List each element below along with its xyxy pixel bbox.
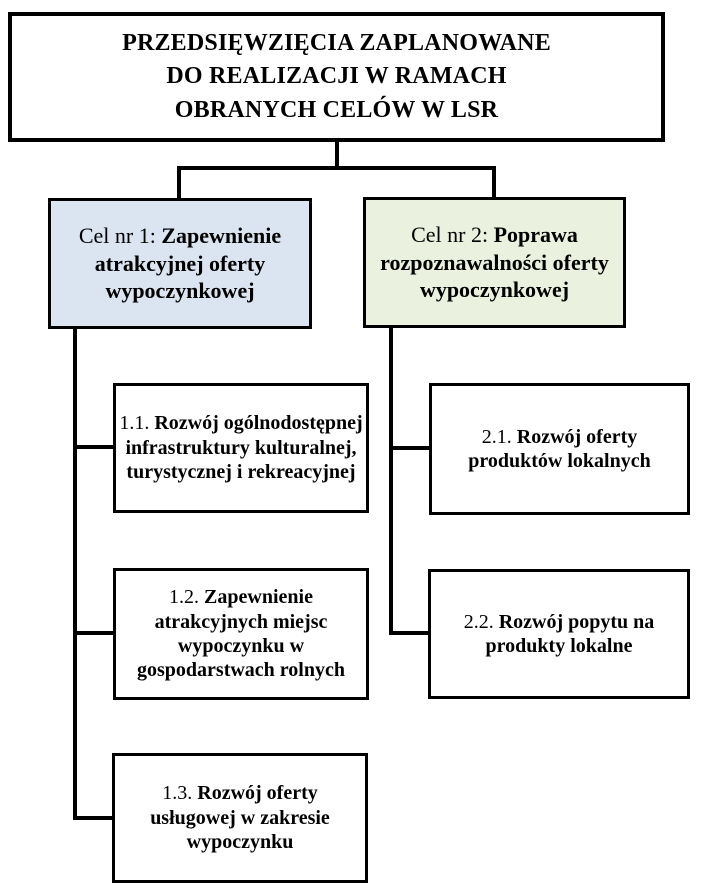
connector-goal2-drop <box>492 166 496 197</box>
connector-goal1-trunk <box>73 329 77 820</box>
connector-branch-1-1 <box>73 445 115 449</box>
project-1-3-box <box>112 753 368 883</box>
title-box <box>8 12 665 142</box>
connector-branch-2-2 <box>389 631 431 635</box>
project-2-2-box <box>428 569 690 699</box>
goal-1-box <box>48 198 312 329</box>
goal-2-label <box>368 221 621 304</box>
project-2-1-label <box>434 425 685 474</box>
project-1-2-name: Zapewnienie atrakcyjnych miejsc wypoczynku w gospodarstwach rolnych <box>137 586 345 682</box>
project-2-2-name: Rozwój popytu na produkty lokalne <box>485 610 655 657</box>
project-1-3-name: Rozwój oferty usługowej w zakresie wypoczynku <box>150 782 330 854</box>
project-1-2-label <box>118 585 364 683</box>
goal-2-prefix: Cel nr 2: <box>411 221 489 247</box>
goal-2-name: Poprawa rozpoznawalności oferty wypoczynkowej <box>380 221 609 303</box>
project-1-1-box <box>113 383 369 513</box>
connector-branch-1-2 <box>73 631 115 635</box>
connector-goal1-drop <box>177 166 181 198</box>
goal-1-name: Zapewnienie atrakcyjnej oferty wypoczynkowej <box>94 222 282 304</box>
project-2-1-name: Rozwój oferty produktów lokalnych <box>468 425 651 472</box>
connector-goal2-trunk <box>389 328 393 635</box>
goal-1-prefix: Cel nr 1: <box>78 222 156 248</box>
project-2-2-label <box>433 610 685 659</box>
connector-horizontal-bar <box>177 166 496 170</box>
title-line-1: PRZEDSIĘWZIĘCIA ZAPLANOWANE <box>122 30 551 57</box>
title-line-3: OBRANYCH CELÓW W LSR <box>174 96 499 123</box>
title-line-2: DO REALIZACJI W RAMACH <box>166 63 507 90</box>
project-2-2-number: 2.2. <box>463 610 494 633</box>
connector-branch-1-3 <box>73 816 115 820</box>
project-2-1-number: 2.1. <box>481 425 512 448</box>
goal-1-label <box>53 222 307 305</box>
project-2-1-box <box>429 383 690 515</box>
project-1-1-name: Rozwój ogólnodostępnej infrastruktury kulturalnej, turystycznej i rekreacyjnej <box>125 412 363 484</box>
project-1-3-label <box>117 781 363 854</box>
project-1-1-label <box>118 411 364 484</box>
project-1-2-box <box>113 568 369 700</box>
connector-branch-2-1 <box>389 446 431 450</box>
project-1-2-number: 1.2. <box>169 586 200 609</box>
project-1-1-number: 1.1. <box>119 412 150 435</box>
goal-2-box <box>363 197 626 328</box>
project-1-3-number: 1.3. <box>162 782 193 805</box>
